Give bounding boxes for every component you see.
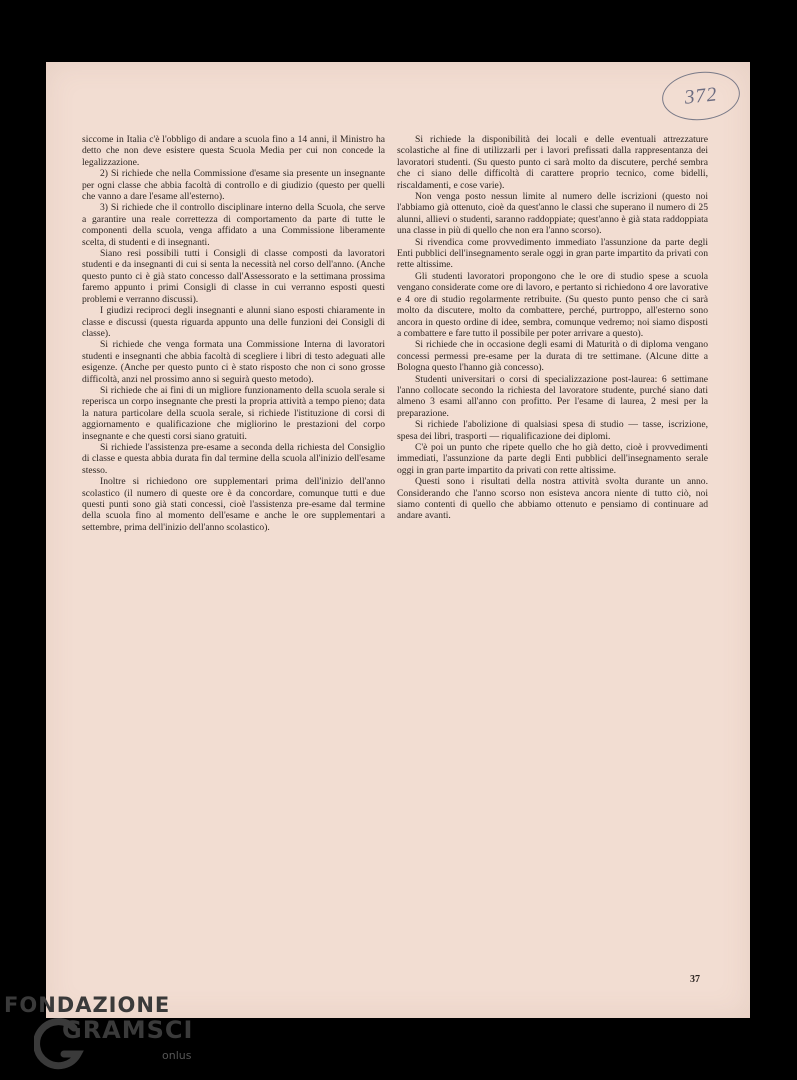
watermark-onlus-text: onlus: [162, 1049, 192, 1062]
paragraph: Studenti universitari o corsi di specializzazione post-laurea: 6 settimane l'anno collocate secondo la richiesta del lavoratore studente, purché siano dati almeno 3 esami all'anno con profitto. Per l'esame di laurea, 2 mesi per la preparazione.: [397, 373, 708, 419]
watermark-foundation-text: FONDAZIONE: [4, 993, 171, 1017]
left-text-column: [82, 134, 385, 533]
paragraph: Questi sono i risultati della nostra attività svolta durante un anno. Considerando che l'anno scorso non esisteva ancora niente di tutto ciò, noi siamo contenti di quello che abbiamo ottenuto e pensiamo di continuare ad andare avanti.: [397, 476, 708, 522]
paragraph: Inoltre si richiedono ore supplementari prima dell'inizio dell'anno scolastico (il numero di queste ore è da concordare, comunque tutti e due questi punti sono già stati concessi, cioè l'assistenza pre-esame dal termine della scuola fino al momento dell'esame e anche le ore supplementari a settembre, prima dell'inizio dell'anno scolastico).: [82, 476, 385, 533]
archive-number-stamp: 372: [660, 68, 743, 124]
paragraph: Gli studenti lavoratori propongono che le ore di studio spese a scuola vengano considerate come ore di lavoro, e pertanto si richiedono 4 ore lavorative e 4 ore di studio regolarmente retribuite. (Su questo punto penso che ci sarà molto da discutere, molto da combattere, perché, purtroppo, all'esterno sono ancora in questo ordine di idee, sembra, comunque vedremo; noi siamo disposti a combattere e fare tutto il possibile per poter arrivare a questo).: [397, 270, 708, 339]
paragraph: 2) Si richiede che nella Commissione d'esame sia presente un insegnante per ogni classe che abbia facoltà di controllo e di giudizio (questo per quelli che vanno a dare l'esame all'esterno).: [82, 168, 385, 203]
paragraph: Si richiede che venga formata una Commissione Interna di lavoratori studenti e insegnanti che abbia facoltà di scegliere i libri di testo adeguati alle esigenze. (Anche per questo punto ci è stato risposto che non ci sono grosse difficoltà, anzi nel prossimo anno si seguirà questo metodo).: [82, 339, 385, 385]
page-number: 37: [690, 974, 700, 985]
paragraph: Si richiede l'assistenza pre-esame a seconda della richiesta del Consiglio di classe e questa abbia durata fin dal termine della scuola all'inizio dell'esame stesso.: [82, 441, 385, 476]
paragraph: Non venga posto nessun limite al numero delle iscrizioni (questo noi l'abbiamo già ottenuto, cioè da quest'anno le classi che superano il numero di 25 alunni, allievi o studenti, saranno raddoppiate; quest'anno è già stata raddoppiata una classe in più di quello che non era l'anno scorso).: [397, 191, 708, 237]
paragraph: Si richiede che in occasione degli esami di Maturità o di diploma vengano concessi permessi pre-esame per la durata di tre settimane. (Alcune ditte a Bologna questo l'hanno già concesso).: [397, 339, 708, 374]
paragraph: 3) Si richiede che il controllo disciplinare interno della Scuola, che serve a garantire una reale correttezza di comportamento da parte di tutte le componenti della scuola, venga affidato a una Commissione liberamente scelta, di studenti e di insegnanti.: [82, 202, 385, 248]
paragraph: Si richiede l'abolizione di qualsiasi spesa di studio — tasse, iscrizione, spesa dei libri, trasporti — riqualificazione dei diplomi.: [397, 419, 708, 442]
paragraph: Si rivendica come provvedimento immediato l'assunzione da parte degli Enti pubblici dell'insegnamento serale oggi in gran parte impartito da privati con rette altissime.: [397, 236, 708, 271]
paragraph: Siano resi possibili tutti i Consigli di classe composti da lavoratori studenti e da insegnanti di cui si senta la necessità nel corso dell'anno. (Anche questo punto ci è già stato concesso dall'Assessorato e la settimana prossima faremo appunto i primi Consigli di classe in cui verranno esposti questi problemi e verranno discussi).: [82, 248, 385, 305]
watermark-gramsci-text: GRAMSCI: [62, 1016, 194, 1044]
paragraph: Si richiede che ai fini di un migliore funzionamento della scuola serale si reperisca un corpo insegnante che presti la propria attività a tempo pieno; data la natura particolare della scuola serale, si richiede l'istituzione di corsi di aggiornamento e qualificazione che migliorino le prestazioni del corpo insegnante e che questi corsi siano gratuiti.: [82, 384, 385, 442]
paragraph: siccome in Italia c'è l'obbligo di andare a scuola fino a 14 anni, il Ministro ha detto che non deve esistere questa Scuola Media per cui non concede la legalizzazione.: [82, 134, 385, 168]
paragraph: C'è poi un punto che ripete quello che ho già detto, cioè i provvedimenti immediati, l'assunzione da parte degli Enti pubblici dell'insegnamento serale oggi in gran parte impartito da privati con rette altissime.: [397, 441, 708, 476]
right-text-column: [397, 134, 708, 522]
paragraph: I giudizi reciproci degli insegnanti e alunni siano esposti chiaramente in classe e discussi (questa riguarda appunto una delle funzioni dei Consigli di classe).: [82, 305, 385, 339]
paragraph: Si richiede la disponibilità dei locali e delle eventuali attrezzature scolastiche al fine di utilizzarli per i lavori prefissati dalla rappresentanza dei lavoratori studenti. (Su questo punto ci sarà molto da discutere, perché sembra che ci siano delle difficoltà di carattere proprio tecnico, come bidelli, riscaldamenti, e cose varie).: [397, 134, 708, 191]
